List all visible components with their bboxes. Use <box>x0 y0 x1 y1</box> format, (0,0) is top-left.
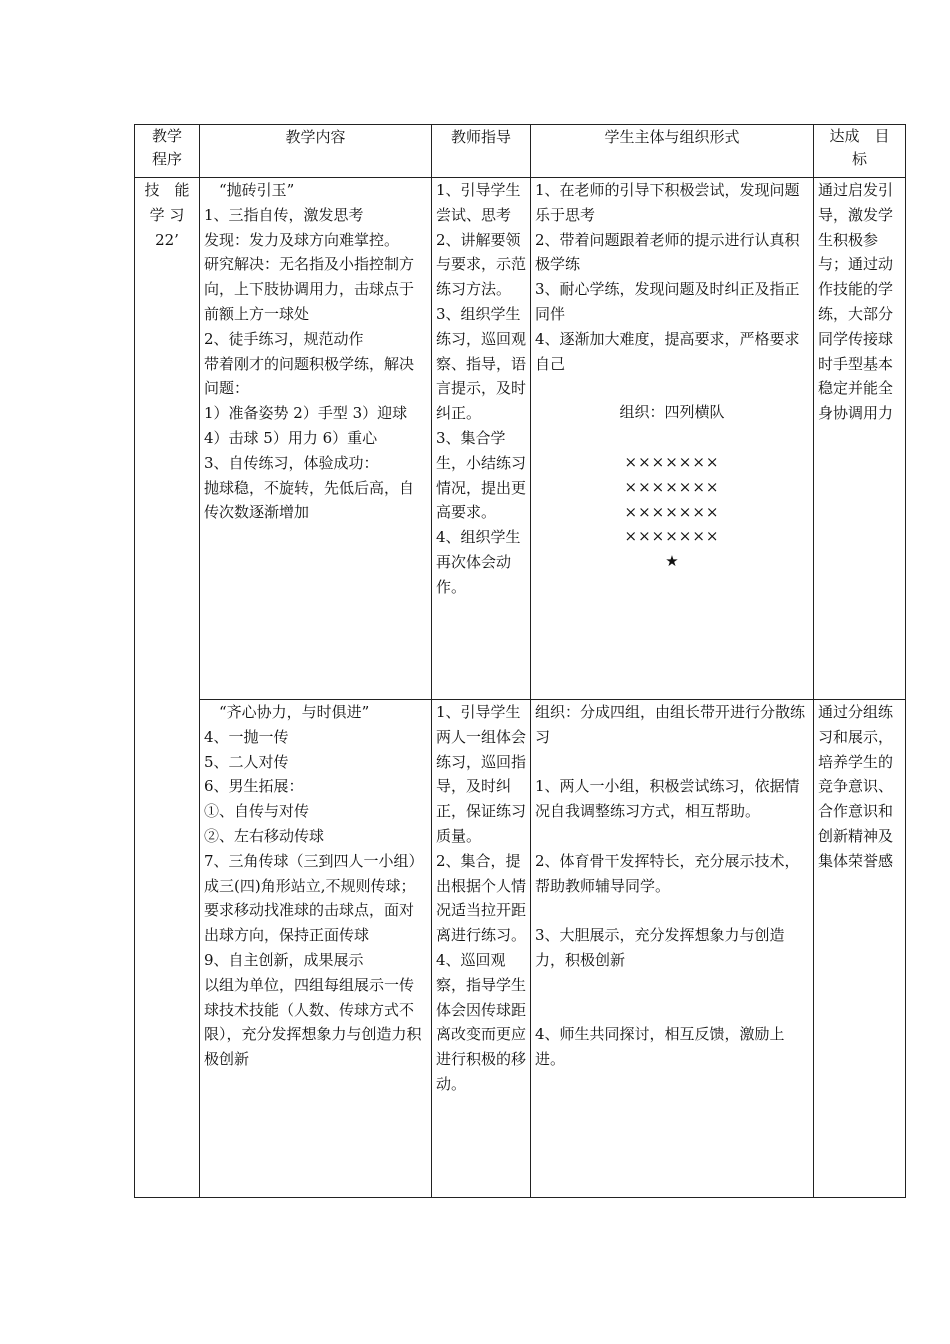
row2-content: “齐心协力，与时俱进” 4、一抛一传 5、二人对传 6、男生拓展： ①、自传与对传 ②、左右移动传球 7、三角传球（三到四人一小组） 成三(四)角形站立,不规则传球；要求移动找准球的击球点，面对出球方向，保持正面传球 9、自主创新，成果展示 以组为单位，四组每组展示一传球技术技能（人数、传球方式不限），充分发挥想象力与创造力积极创新 <box>200 700 432 1198</box>
row2-goal: 通过分组练习和展示，培养学生的竞争意识、合作意识和创新精神及集体荣誉感 <box>814 700 906 1198</box>
row1-guide: 1、引导学生尝试、思考 2、讲解要领与要求，示范练习方法。 3、组织学生练习，巡回观察、指导，语言提示，及时纠正。 3、集合学生，小结练习情况，提出更高要求。 4、组织学生再次体会动作。 <box>432 178 531 700</box>
row2-student: 组织：分成四组，由组长带开进行分散练习 1、两人一小组，积极尝试练习，依据情况自我调整练习方式，相互帮助。 2、体育骨干发挥特长，充分展示技术，帮助教师辅导同学。 3、大胆展示，充分发挥想象力与创造力，积极创新 4、师生共同探讨，相互反馈，激励上进。 <box>531 700 814 1198</box>
header-goal: 达成 目 标 <box>814 125 906 178</box>
header-row <box>135 125 906 178</box>
formation-row: ××××××× <box>624 527 720 546</box>
formation-row: ××××××× <box>624 502 720 521</box>
table-row <box>135 700 906 1198</box>
formation-row: ××××××× <box>624 452 720 471</box>
header-seq: 教学 程序 <box>135 125 200 178</box>
section-label: 技 能 学 习 22’ <box>135 178 200 1198</box>
row1-goal: 通过启发引导，激发学生积极参与；通过动作技能的学练，大部分同学传接球时手型基本稳定并能全身协调用力 <box>814 178 906 700</box>
row1-content: “抛砖引玉” 1、三指自传，激发思考 发现：发力及球方向难掌控。 研究解决：无名指及小指控制方向，上下肢协调用力，击球点于前额上方一球处 2、徒手练习，规范动作 带着刚才的问题积极学练，解决问题： 1）准备姿势 2）手型 3）迎球 4）击球 5）用力 6）重心 3、自传练习，体验成功： 抛球稳，不旋转，先低后高，自传次数逐渐增加 <box>200 178 432 700</box>
header-content: 教学内容 <box>200 125 432 178</box>
row2-guide: 1、引导学生两人一组体会练习，巡回指导，及时纠正，保证练习质量。 2、集合，提出根据个人情况适当拉开距离进行练习。 4、巡回观察，指导学生体会因传球距离改变而更应进行积极的移动。 <box>432 700 531 1198</box>
header-guide: 教师指导 <box>432 125 531 178</box>
formation-row: ××××××× <box>624 477 720 496</box>
row1-student: 1、在老师的引导下积极尝试，发现问题乐于思考 2、带着问题跟着老师的提示进行认真积极学练 3、耐心学练，发现问题及时纠正及指正同伴 4、逐渐加大难度，提高要求，严格要求自己 组织：四列横队 ××××××× ××××××× ××××××× ××××××× ★ <box>531 178 814 700</box>
header-student: 学生主体与组织形式 <box>531 125 814 178</box>
lesson-plan-table <box>134 124 906 1198</box>
formation-label: 组织：四列横队 <box>619 403 725 422</box>
table-row <box>135 178 906 700</box>
teacher-star-icon: ★ <box>665 552 679 571</box>
